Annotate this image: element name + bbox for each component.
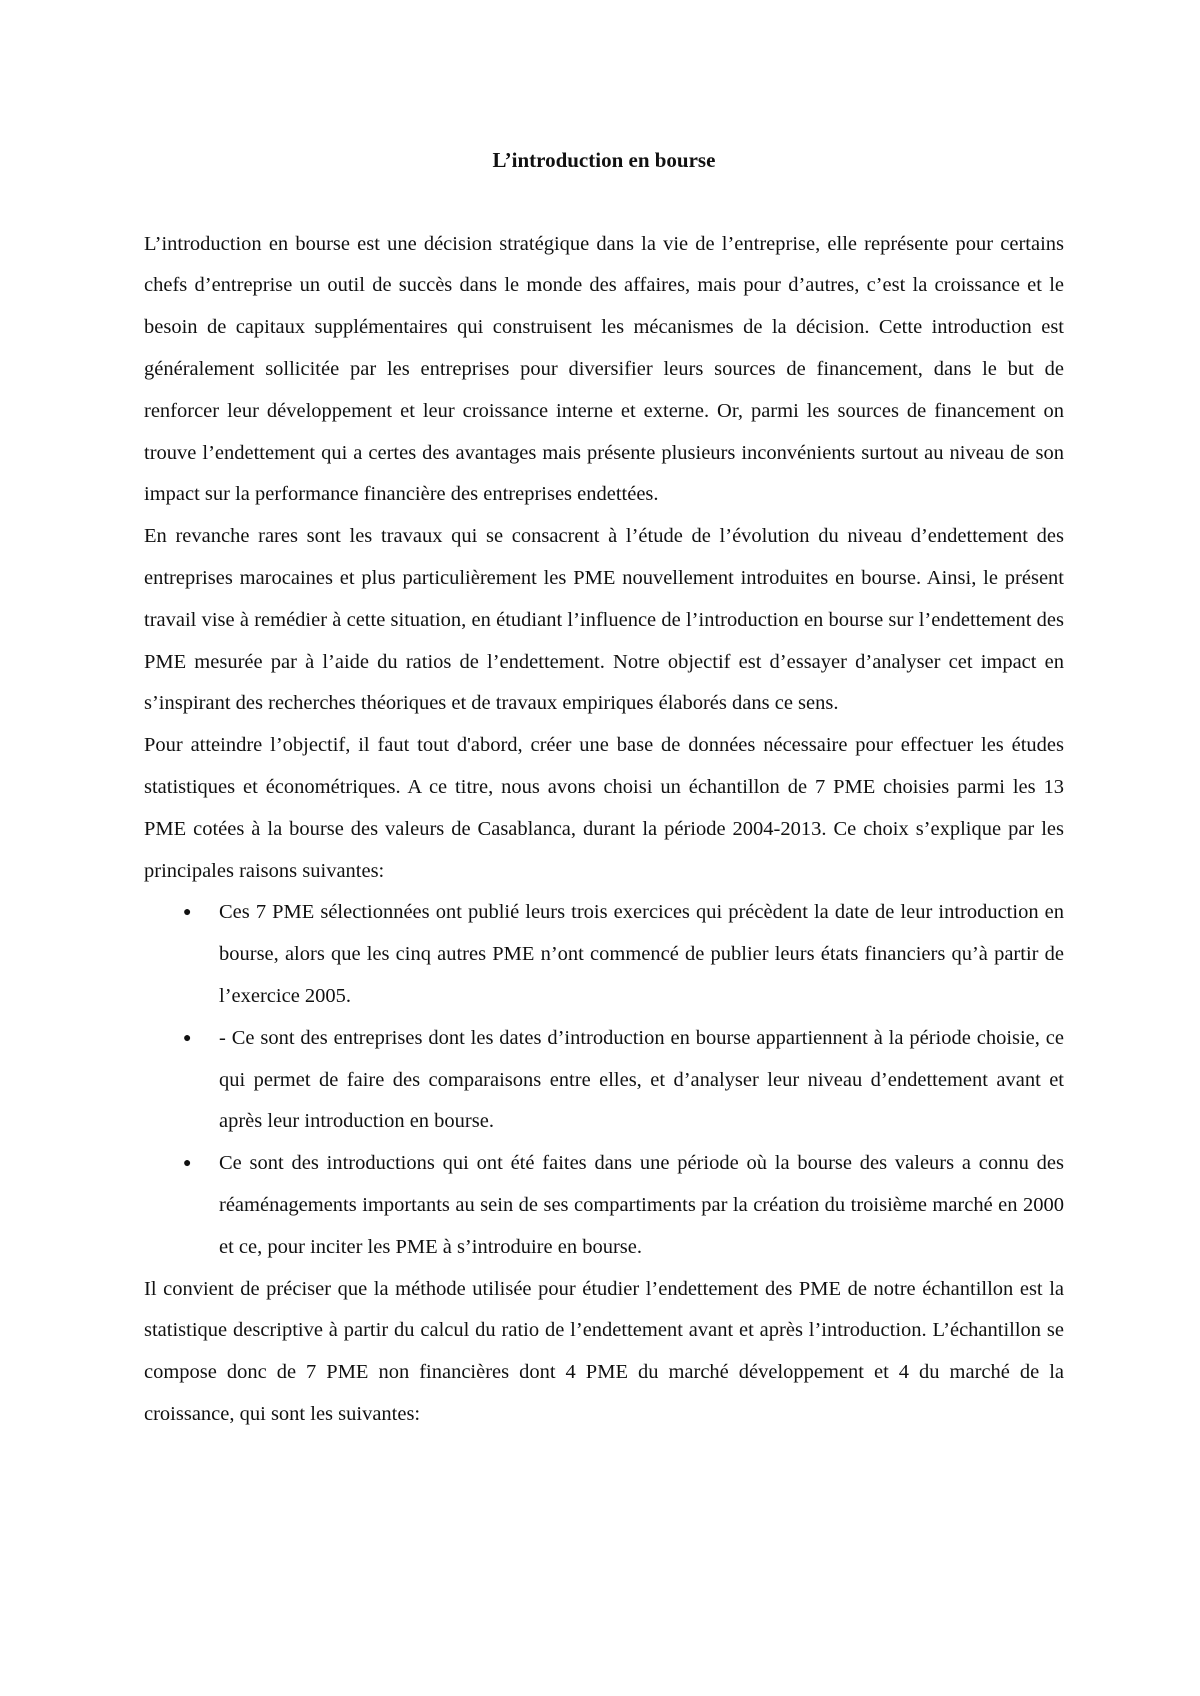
list-item-text: - Ce sont des entreprises dont les dates d’introduction en bourse appartiennent à la période choisie, ce qui permet de faire des comparaisons entre elles, et d’analyser leur niveau d’endettement avant et après leur introduction en bourse. — [219, 1026, 1064, 1133]
list-item — [144, 1143, 1064, 1268]
list-item-text: Ce sont des introductions qui ont été faites dans une période où la bourse des valeurs a connu des réaménagements importants au sein de ses compartiments par la création du troisième marché en 2000 et ce, pour inciter les PME à s’introduire en bourse. — [219, 1152, 1064, 1258]
paragraph-context: En revanche rares sont les travaux qui se consacrent à l’étude de l’évolution du niveau d’endettement des entreprises marocaines et plus particulièrement les PME nouvellement introduites en bourse. Ainsi, le présent travail vise à remédier à cette situation, en étudiant l’influence de l’introduction en bourse sur l’endettement des PME mesurée par à l’aide du ratios de l’endettement. Notre objectif est d’essayer d’analyser cet impact en s’inspirant des recherches théoriques et de travaux empiriques élaborés dans ce sens. — [144, 525, 1064, 715]
reasons-list — [144, 892, 1064, 1268]
list-item — [144, 892, 1064, 1017]
document-body — [144, 140, 1064, 1436]
list-item — [144, 1018, 1064, 1143]
list-item-text: Ces 7 PME sélectionnées ont publié leurs trois exercices qui précèdent la date de leur introduction en bourse, alors que les cinq autres PME n’ont commencé de publier leurs états financiers qu’à partir de l’exercice 2005. — [219, 901, 1064, 1007]
document-title: L’introduction en bourse — [492, 148, 716, 172]
paragraph-method: Pour atteindre l’objectif, il faut tout d'abord, créer une base de données nécessaire pour effectuer les études statistiques et économétriques. A ce titre, nous avons choisi un échantillon de 7 PME choisies parmi les 13 PME cotées à la bourse des valeurs de Casablanca, durant la période 2004-2013. Ce choix s’explique par les principales raisons suivantes: — [144, 734, 1064, 882]
bullet-dot-icon: ● — [183, 905, 192, 921]
bullet-dot-icon: ● — [183, 1156, 192, 1172]
title-spacer — [144, 182, 1064, 224]
paragraph-closing: Il convient de préciser que la méthode utilisée pour étudier l’endettement des PME de notre échantillon est la statistique descriptive à partir du calcul du ratio de l’endettement avant et après l’introduction. L’échantillon se compose donc de 7 PME non financières dont 4 PME du marché développement et 4 du marché de la croissance, qui sont les suivantes: — [144, 1277, 1064, 1425]
bullet-dot-icon: ● — [183, 1030, 192, 1046]
paragraph-intro: L’introduction en bourse est une décision stratégique dans la vie de l’entreprise, elle représente pour certains chefs d’entreprise un outil de succès dans le monde des affaires, mais pour d’autres, c’est la croissance et le besoin de capitaux supplémentaires qui construisent les mécanismes de la décision. Cette introduction est généralement sollicitée par les entreprises pour diversifier leurs sources de financement, dans le but de renforcer leur développement et leur croissance interne et externe. Or, parmi les sources de financement on trouve l’endettement qui a certes des avantages mais présente plusieurs inconvénients surtout au niveau de son impact sur la performance financière des entreprises endettées. — [144, 232, 1064, 506]
